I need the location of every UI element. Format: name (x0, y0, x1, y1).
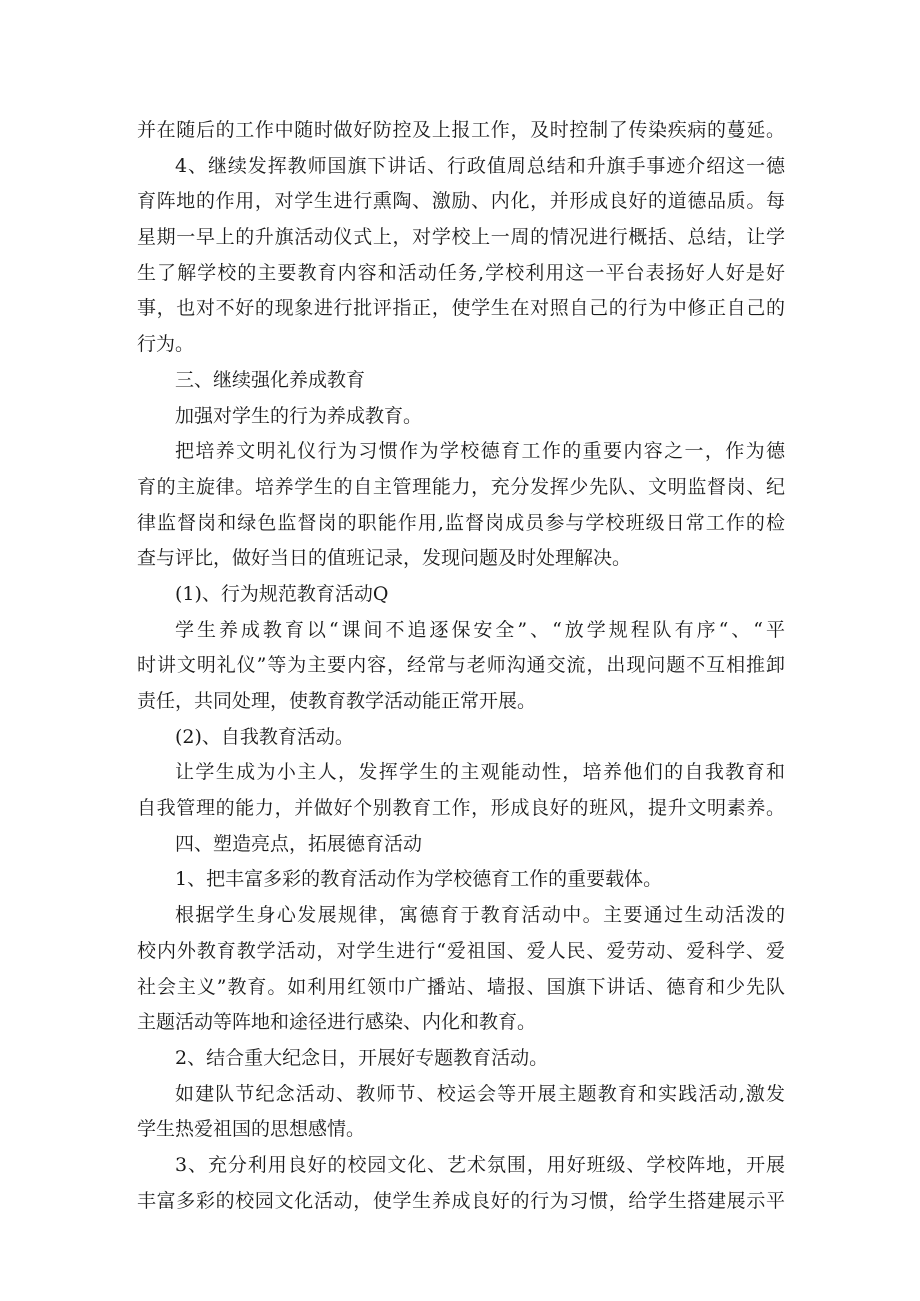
text-line: 社会主义”教育。如利用红领巾广播站、墙报、国旗下讲话、德育和少先队 (137, 975, 785, 998)
document-page (137, 113, 785, 1219)
text-line: 育的主旋律。培养学生的自主管理能力，充分发挥少先队、文明监督岗、纪 (137, 475, 785, 498)
text-line: 把培养文明礼仪行为习惯作为学校德育工作的重要内容之一，作为德 (175, 440, 785, 463)
text-line: 根据学生身心发展规律，寓德育于教育活动中。主要通过生动活泼的 (175, 904, 785, 927)
text-line: 责任，共同处理，使教育教学活动能正常开展。 (137, 690, 537, 712)
text-line: 律监督岗和绿色监督岗的职能作用,监督岗成员参与学校班级日常工作的检 (137, 511, 785, 534)
text-line: 学生热爱祖国的思想感情。 (137, 1118, 366, 1141)
text-line: 三、继续强化养成教育 (175, 368, 366, 391)
text-line: 并在随后的工作中随时做好防控及上报工作，及时控制了传染疾病的蔓延。 (137, 119, 785, 141)
text-line: 四、塑造亮点，拓展德育活动 (175, 832, 423, 855)
text-line: 事，也对不好的现象进行批评指正，使学生在对照自己的行为中修正自己的 (137, 297, 785, 320)
text-line: 3、充分利用良好的校园文化、艺术氛围，用好班级、学校阵地，开展 (175, 1153, 785, 1176)
text-line: 学生养成教育以“课间不追逐保安全”、“放学规程队有序“、“平 (175, 618, 785, 641)
text-line: 2、结合重大纪念日，开展好专题教育活动。 (175, 1046, 549, 1069)
text-line: 时讲文明礼仪”等为主要内容，经常与老师沟通交流，出现问题不互相推卸 (137, 654, 785, 677)
text-line: 育阵地的作用，对学生进行熏陶、激励、内化，并形成良好的道德品质。每 (137, 190, 785, 213)
text-line: 如建队节纪念活动、教师节、校运会等开展主题教育和实践活动,激发 (175, 1082, 785, 1105)
text-line: 主题活动等阵地和途径进行感染、内化和教育。 (137, 1011, 537, 1034)
text-line: (2)、自我教育活动。 (175, 725, 354, 748)
text-line: 星期一早上的升旗活动仪式上，对学校上一周的情况进行概括、总结，让学 (137, 226, 785, 249)
text-line: 加强对学生的行为养成教育。 (175, 404, 423, 427)
text-line: 行为。 (137, 333, 195, 356)
text-line: 查与评比，做好当日的值班记录，发现问题及时处理解决。 (137, 547, 632, 570)
text-line: 生了解学校的主要教育内容和活动任务,学校利用这一平台表扬好人好是好 (137, 261, 785, 284)
text-line: 丰富多彩的校园文化活动，使学生养成良好的行为习惯，给学生搭建展示平 (137, 1189, 785, 1212)
text-line: 自我管理的能力，并做好个别教育工作，形成良好的班风，提升文明素养。 (137, 797, 785, 820)
text-line: 校内外教育教学活动，对学生进行“爱祖国、爱人民、爱劳动、爱科学、爱 (137, 939, 785, 962)
text-line: 4、继续发挥教师国旗下讲话、行政值周总结和升旗手事迹介绍这一德 (175, 154, 785, 177)
text-line: 1、把丰富多彩的教育活动作为学校德育工作的重要载体。 (175, 868, 663, 891)
text-line: (1)、行为规范教育活动Q (175, 582, 389, 605)
text-line: 让学生成为小主人，发挥学生的主观能动性，培养他们的自我教育和 (175, 761, 785, 784)
